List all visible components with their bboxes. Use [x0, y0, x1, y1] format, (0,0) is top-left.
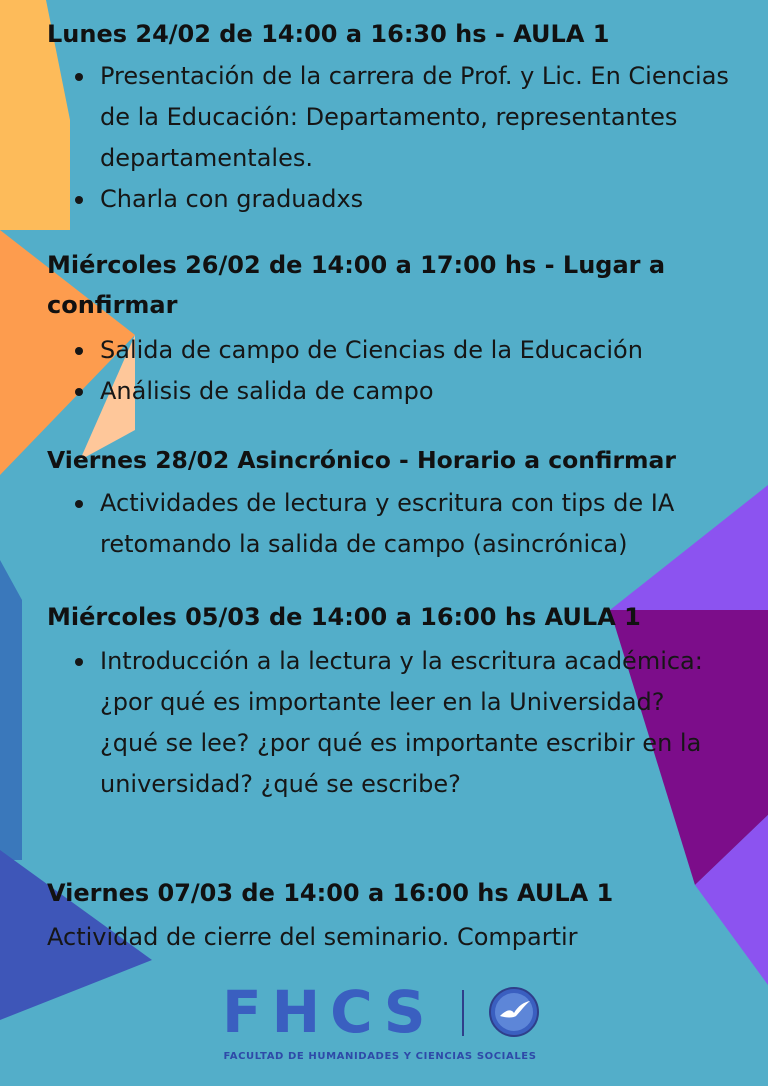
- schedule-heading-5: Viernes 07/03 de 14:00 a 16:00 hs AULA 1: [47, 879, 614, 907]
- schedule-heading-2: Miércoles 26/02 de 14:00 a 17:00 hs - Lugar a confirmar: [47, 251, 666, 319]
- albatross-seal-icon: [488, 986, 540, 1038]
- fhcs-logo-text: FHCS: [222, 978, 436, 1046]
- schedule-list-3: [100, 483, 740, 565]
- list-item: Actividades de lectura y escritura con tips de IA retomando la salida de campo (asincrónica): [100, 483, 740, 565]
- faculty-name: FACULTAD DE HUMANIDADES Y CIENCIAS SOCIALES: [223, 1051, 537, 1062]
- schedule-heading-1: Lunes 24/02 de 14:00 a 16:30 hs - AULA 1: [47, 20, 610, 48]
- schedule-list-2: [100, 330, 740, 412]
- closing-activity-text: Actividad de cierre del seminario. Compartir: [47, 923, 578, 951]
- list-item: Análisis de salida de campo: [100, 371, 740, 412]
- logo-divider: [462, 990, 464, 1036]
- list-item: Charla con graduadxs: [100, 179, 740, 220]
- list-item: Salida de campo de Ciencias de la Educación: [100, 330, 740, 371]
- schedule-heading-3: Viernes 28/02 Asincrónico - Horario a confirmar: [47, 446, 676, 474]
- schedule-list-1: [100, 56, 740, 220]
- list-item: Presentación de la carrera de Prof. y Lic. En Ciencias de la Educación: Departamento, representantes departamentales.: [100, 56, 740, 179]
- schedule-heading-4: Miércoles 05/03 de 14:00 a 16:00 hs AULA 1: [47, 603, 641, 631]
- schedule-list-4: [100, 641, 715, 805]
- list-item: Introducción a la lectura y la escritura académica: ¿por qué es importante leer en la Universidad? ¿qué se lee? ¿por qué es importante escribir en la universidad? ¿qué se escribe?: [100, 641, 715, 805]
